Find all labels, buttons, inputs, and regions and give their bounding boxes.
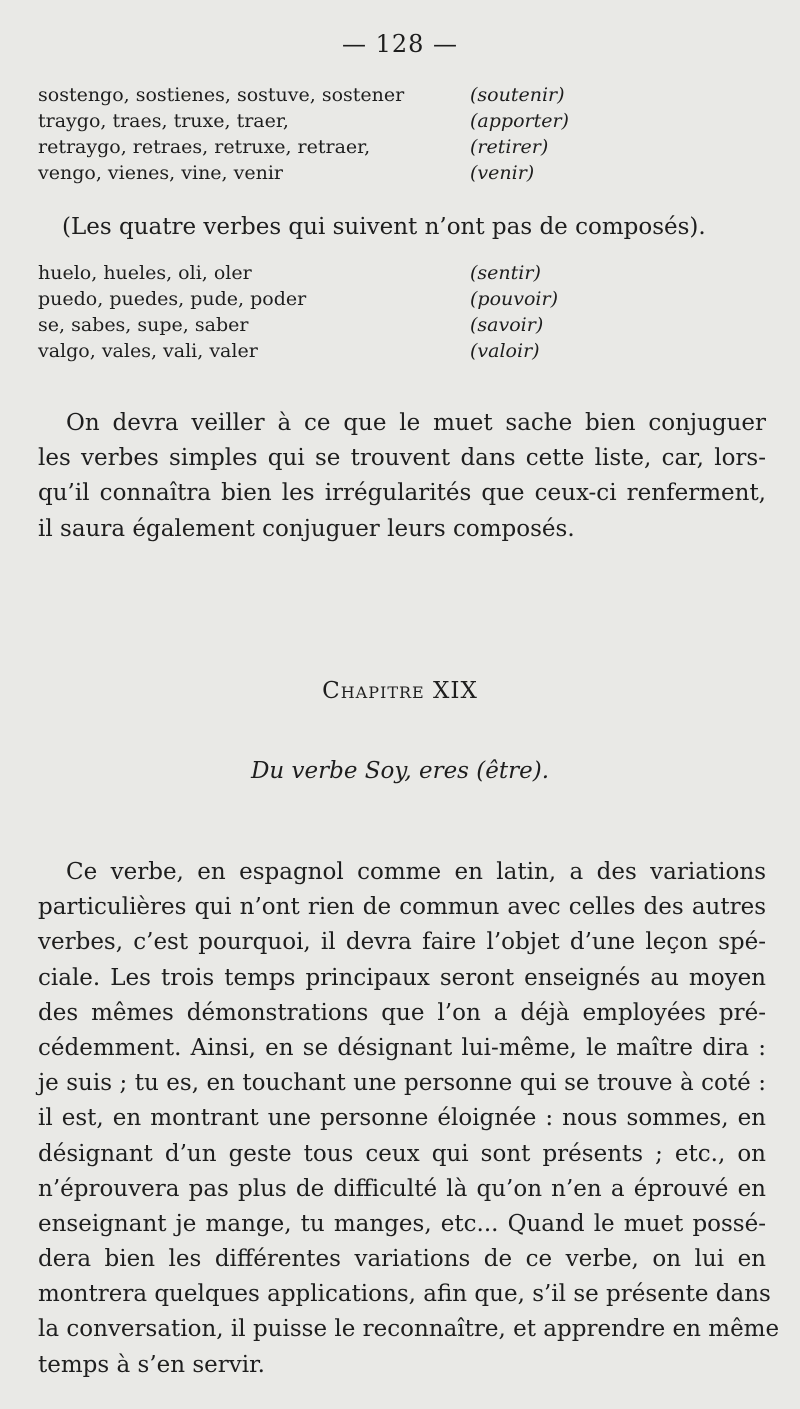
note-no-compounds: (Les quatre verbes qui suivent n’ont pas de composés). (62, 214, 706, 240)
verb-table-1 (38, 82, 758, 186)
verb-french: (venir) (470, 162, 535, 184)
verb-row (38, 286, 758, 312)
verb-french: (pouvoir) (470, 288, 558, 310)
text-line: dera bien les différentes variations de ce verbe, on lui en (38, 1246, 766, 1273)
verb-spanish: se, sabes, supe, saber (38, 314, 249, 336)
verb-spanish: valgo, vales, vali, valer (38, 340, 258, 362)
verb-spanish: puedo, puedes, pude, poder (38, 288, 307, 310)
verb-french: (valoir) (470, 340, 540, 362)
verb-spanish: retraygo, retraes, retruxe, retraer, (38, 136, 371, 158)
verb-spanish: vengo, vienes, vine, venir (38, 162, 284, 184)
text-line: il saura également conjuguer leurs composés. (38, 515, 575, 542)
verb-french: (soutenir) (470, 84, 565, 106)
text-line: qu’il connaîtra bien les irrégularités que ceux-ci renferment, (38, 480, 766, 507)
text-line: désignant d’un geste tous ceux qui sont présents ; etc., on (38, 1140, 766, 1167)
verb-row (38, 134, 758, 160)
text-line: enseignant je mange, tu manges, etc... Quand le muet possé- (38, 1210, 766, 1237)
text-line: montrera quelques applications, afin que, s’il se présente dans (38, 1281, 771, 1308)
text-line: des mêmes démonstrations que l’on a déjà employées pré- (38, 999, 766, 1026)
verb-french: (retirer) (470, 136, 549, 158)
chapter-subtitle: Du verbe Soy, eres (être). (250, 758, 550, 784)
paragraph-verb-soy (38, 855, 780, 1383)
verb-table-2 (38, 260, 758, 364)
text-line: On devra veiller à ce que le muet sache bien conjuguer (66, 410, 766, 436)
verb-french: (apporter) (470, 110, 569, 132)
verb-row (38, 338, 758, 364)
text-line: temps à s’en servir. (38, 1351, 265, 1378)
page-number: — 128 — (341, 30, 459, 58)
text-line: je suis ; tu es, en touchant une personne qui se trouve à coté : (38, 1070, 766, 1097)
text-line: il est, en montrant une personne éloignée : nous sommes, en (38, 1105, 766, 1132)
text-line: particulières qui n’ont rien de commun avec celles des autres (38, 894, 766, 921)
text-line: ciale. Les trois temps principaux seront enseignés au moyen (38, 964, 766, 991)
verb-row (38, 260, 758, 286)
text-line: cédemment. Ainsi, en se désignant lui-même, le maître dira : (38, 1034, 766, 1061)
verb-row (38, 312, 758, 338)
chapter-title: Chapitre XIX (322, 678, 478, 704)
verb-french: (savoir) (470, 314, 544, 336)
verb-french: (sentir) (470, 262, 541, 284)
chapter-heading (0, 678, 800, 704)
text-line: Ce verbe, en espagnol comme en latin, a des variations (66, 859, 766, 885)
verb-row (38, 82, 758, 108)
verb-spanish: traygo, traes, truxe, traer, (38, 110, 289, 132)
paragraph-conjugation (38, 406, 766, 547)
verb-row (38, 160, 758, 186)
verb-row (38, 108, 758, 134)
text-line: la conversation, il puisse le reconnaître, et apprendre en même (38, 1316, 780, 1343)
text-line: n’éprouvera pas plus de difficulté là qu’on n’en a éprouvé en (38, 1175, 766, 1202)
verb-spanish: huelo, hueles, oli, oler (38, 262, 252, 284)
text-line: verbes, c’est pourquoi, il devra faire l’objet d’une leçon spé- (38, 929, 766, 956)
verb-spanish: sostengo, sostienes, sostuve, sostener (38, 84, 405, 106)
text-line: les verbes simples qui se trouvent dans cette liste, car, lors- (38, 445, 766, 472)
